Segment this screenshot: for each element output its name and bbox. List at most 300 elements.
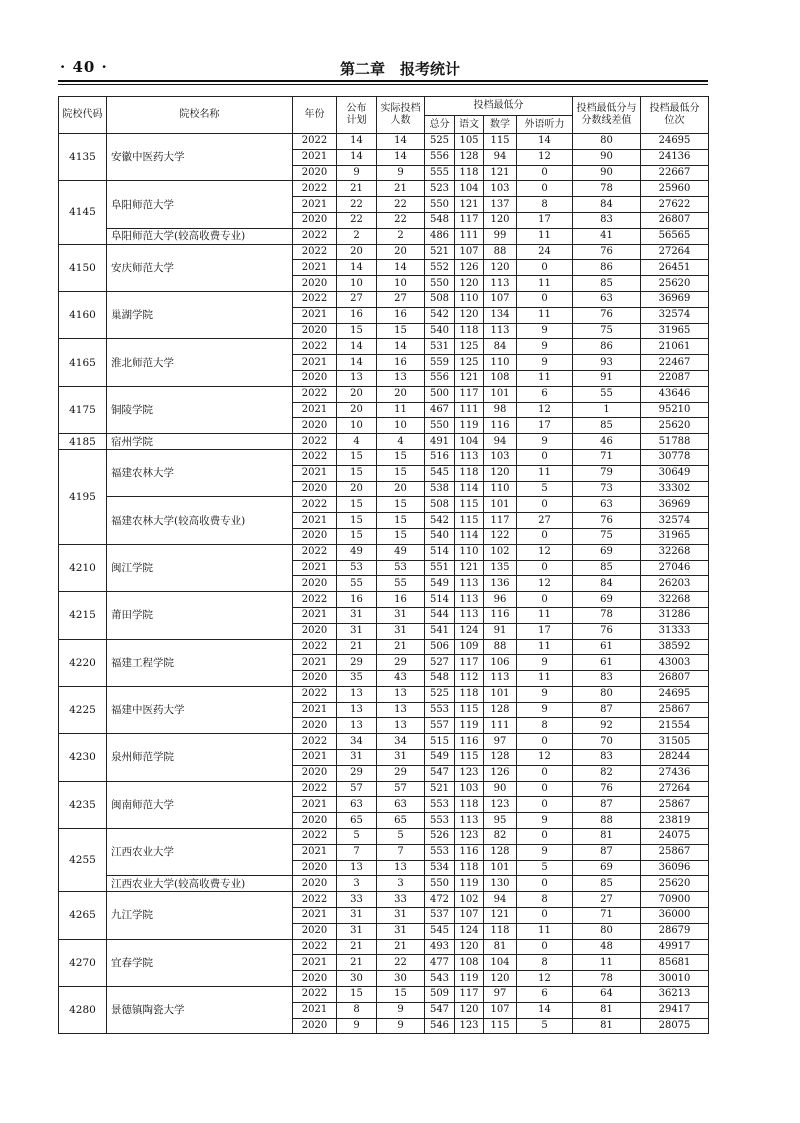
- diff-cell: 75: [573, 323, 641, 339]
- rank-cell: 31505: [641, 734, 709, 750]
- actual-cell: 20: [377, 386, 425, 402]
- total-cell: 540: [425, 323, 455, 339]
- diff-cell: 83: [573, 212, 641, 228]
- foreign-cell: 0: [517, 797, 573, 813]
- chinese-cell: 119: [455, 718, 484, 734]
- foreign-cell: 11: [517, 307, 573, 323]
- plan-cell: 20: [337, 481, 377, 497]
- rank-cell: 27264: [641, 781, 709, 797]
- math-cell: 120: [484, 212, 517, 228]
- foreign-cell: 11: [517, 671, 573, 687]
- total-cell: 546: [425, 1018, 455, 1034]
- rank-cell: 56565: [641, 228, 709, 244]
- plan-cell: 15: [337, 497, 377, 513]
- actual-cell: 15: [377, 323, 425, 339]
- chinese-cell: 118: [455, 860, 484, 876]
- year-cell: 2020: [293, 576, 337, 592]
- total-cell: 508: [425, 497, 455, 513]
- year-cell: 2022: [293, 434, 337, 450]
- diff-cell: 91: [573, 370, 641, 386]
- math-cell: 81: [484, 939, 517, 955]
- chinese-cell: 105: [455, 134, 484, 150]
- math-cell: 97: [484, 734, 517, 750]
- math-cell: 120: [484, 465, 517, 481]
- rank-cell: 23819: [641, 813, 709, 829]
- foreign-cell: 0: [517, 876, 573, 892]
- diff-cell: 93: [573, 355, 641, 371]
- total-cell: 500: [425, 386, 455, 402]
- total-cell: 548: [425, 212, 455, 228]
- year-cell: 2022: [293, 686, 337, 702]
- actual-cell: 22: [377, 212, 425, 228]
- actual-cell: 27: [377, 291, 425, 307]
- diff-cell: 73: [573, 481, 641, 497]
- plan-cell: 9: [337, 1018, 377, 1034]
- chinese-cell: 115: [455, 497, 484, 513]
- total-cell: 547: [425, 765, 455, 781]
- plan-cell: 14: [337, 260, 377, 276]
- math-cell: 130: [484, 876, 517, 892]
- foreign-cell: 17: [517, 212, 573, 228]
- total-cell: 542: [425, 513, 455, 529]
- plan-cell: 33: [337, 892, 377, 908]
- actual-cell: 31: [377, 908, 425, 924]
- school-code: 4135: [59, 134, 107, 181]
- plan-cell: 63: [337, 797, 377, 813]
- actual-cell: 31: [377, 623, 425, 639]
- chinese-cell: 117: [455, 987, 484, 1003]
- diff-cell: 90: [573, 149, 641, 165]
- school-name: 福建中医药大学: [107, 686, 293, 733]
- chinese-cell: 110: [455, 544, 484, 560]
- chinese-cell: 118: [455, 686, 484, 702]
- diff-cell: 82: [573, 765, 641, 781]
- actual-cell: 15: [377, 449, 425, 465]
- table-row: [59, 386, 709, 402]
- plan-cell: 15: [337, 513, 377, 529]
- total-cell: 557: [425, 718, 455, 734]
- table-row: [59, 497, 709, 513]
- rank-cell: 22087: [641, 370, 709, 386]
- total-cell: 493: [425, 939, 455, 955]
- foreign-cell: 5: [517, 481, 573, 497]
- math-cell: 88: [484, 244, 517, 260]
- foreign-cell: 0: [517, 291, 573, 307]
- plan-cell: 31: [337, 923, 377, 939]
- school-name: 淮北师范大学: [107, 339, 293, 386]
- chinese-cell: 110: [455, 291, 484, 307]
- chapter-title: 第二章 报考统计: [339, 60, 460, 78]
- school-code: 4160: [59, 291, 107, 338]
- year-cell: 2022: [293, 639, 337, 655]
- year-cell: 2022: [293, 181, 337, 197]
- diff-cell: 88: [573, 813, 641, 829]
- total-cell: 552: [425, 260, 455, 276]
- total-cell: 467: [425, 402, 455, 418]
- plan-cell: 29: [337, 655, 377, 671]
- diff-cell: 76: [573, 623, 641, 639]
- diff-cell: 79: [573, 465, 641, 481]
- school-name: 安庆师范大学: [107, 244, 293, 291]
- plan-cell: 13: [337, 702, 377, 718]
- year-cell: 2020: [293, 623, 337, 639]
- rank-cell: 31286: [641, 607, 709, 623]
- chinese-cell: 125: [455, 355, 484, 371]
- math-cell: 101: [484, 497, 517, 513]
- math-cell: 118: [484, 923, 517, 939]
- chinese-cell: 102: [455, 892, 484, 908]
- math-cell: 94: [484, 149, 517, 165]
- chinese-cell: 115: [455, 513, 484, 529]
- diff-cell: 11: [573, 955, 641, 971]
- diff-cell: 85: [573, 276, 641, 292]
- foreign-cell: 27: [517, 513, 573, 529]
- diff-cell: 81: [573, 1018, 641, 1034]
- chinese-cell: 114: [455, 528, 484, 544]
- actual-cell: 30: [377, 971, 425, 987]
- rank-cell: 30778: [641, 449, 709, 465]
- math-cell: 128: [484, 750, 517, 766]
- chinese-cell: 112: [455, 671, 484, 687]
- rank-cell: 27046: [641, 560, 709, 576]
- foreign-cell: 12: [517, 971, 573, 987]
- chinese-cell: 123: [455, 765, 484, 781]
- actual-cell: 15: [377, 528, 425, 544]
- chinese-cell: 113: [455, 576, 484, 592]
- total-cell: 531: [425, 339, 455, 355]
- plan-cell: 14: [337, 339, 377, 355]
- chinese-cell: 121: [455, 370, 484, 386]
- plan-cell: 8: [337, 1002, 377, 1018]
- school-code: 4195: [59, 449, 107, 544]
- total-cell: 541: [425, 623, 455, 639]
- foreign-cell: 0: [517, 449, 573, 465]
- actual-cell: 34: [377, 734, 425, 750]
- year-cell: 2021: [293, 260, 337, 276]
- col-math: 数学: [484, 116, 517, 134]
- actual-cell: 57: [377, 781, 425, 797]
- foreign-cell: 6: [517, 987, 573, 1003]
- math-cell: 120: [484, 260, 517, 276]
- chinese-cell: 111: [455, 402, 484, 418]
- actual-cell: 15: [377, 465, 425, 481]
- diff-cell: 87: [573, 844, 641, 860]
- chinese-cell: 113: [455, 592, 484, 608]
- math-cell: 115: [484, 134, 517, 150]
- rank-cell: 33302: [641, 481, 709, 497]
- school-name: 阜阳师范大学(较高收费专业): [107, 228, 293, 244]
- year-cell: 2020: [293, 671, 337, 687]
- col-total: 总分: [425, 116, 455, 134]
- page-number: · 40 ·: [60, 58, 108, 76]
- total-cell: 545: [425, 923, 455, 939]
- rank-cell: 27264: [641, 244, 709, 260]
- foreign-cell: 0: [517, 908, 573, 924]
- foreign-cell: 8: [517, 892, 573, 908]
- rank-cell: 28244: [641, 750, 709, 766]
- year-cell: 2021: [293, 908, 337, 924]
- school-code: 4165: [59, 339, 107, 386]
- school-name: 九江学院: [107, 892, 293, 939]
- year-cell: 2022: [293, 781, 337, 797]
- actual-cell: 4: [377, 434, 425, 450]
- table-row: [59, 892, 709, 908]
- actual-cell: 22: [377, 955, 425, 971]
- plan-cell: 13: [337, 860, 377, 876]
- col-year: 年份: [293, 97, 337, 134]
- plan-cell: 57: [337, 781, 377, 797]
- actual-cell: 20: [377, 481, 425, 497]
- year-cell: 2020: [293, 323, 337, 339]
- year-cell: 2021: [293, 307, 337, 323]
- foreign-cell: 0: [517, 497, 573, 513]
- year-cell: 2022: [293, 134, 337, 150]
- actual-cell: 9: [377, 1018, 425, 1034]
- plan-cell: 55: [337, 576, 377, 592]
- total-cell: 514: [425, 592, 455, 608]
- diff-cell: 63: [573, 497, 641, 513]
- foreign-cell: 9: [517, 655, 573, 671]
- chinese-cell: 121: [455, 197, 484, 213]
- foreign-cell: 11: [517, 370, 573, 386]
- school-code: 4145: [59, 181, 107, 244]
- total-cell: 486: [425, 228, 455, 244]
- year-cell: 2020: [293, 418, 337, 434]
- rank-cell: 43003: [641, 655, 709, 671]
- table-row: [59, 829, 709, 845]
- foreign-cell: 0: [517, 560, 573, 576]
- school-name: 宿州学院: [107, 434, 293, 450]
- year-cell: 2022: [293, 386, 337, 402]
- chinese-cell: 104: [455, 434, 484, 450]
- rank-cell: 27622: [641, 197, 709, 213]
- year-cell: 2021: [293, 402, 337, 418]
- chinese-cell: 103: [455, 781, 484, 797]
- foreign-cell: 9: [517, 339, 573, 355]
- diff-cell: 76: [573, 513, 641, 529]
- math-cell: 104: [484, 955, 517, 971]
- math-cell: 121: [484, 908, 517, 924]
- plan-cell: 20: [337, 244, 377, 260]
- school-code: 4185: [59, 434, 107, 450]
- rank-cell: 36096: [641, 860, 709, 876]
- rank-cell: 26807: [641, 671, 709, 687]
- chinese-cell: 116: [455, 734, 484, 750]
- school-code: 4215: [59, 592, 107, 639]
- total-cell: 506: [425, 639, 455, 655]
- actual-cell: 43: [377, 671, 425, 687]
- diff-cell: 90: [573, 165, 641, 181]
- table-row: [59, 639, 709, 655]
- chinese-cell: 107: [455, 244, 484, 260]
- year-cell: 2022: [293, 449, 337, 465]
- plan-cell: 13: [337, 686, 377, 702]
- total-cell: 553: [425, 844, 455, 860]
- table-row: [59, 544, 709, 560]
- table-row: [59, 686, 709, 702]
- rank-cell: 26451: [641, 260, 709, 276]
- actual-cell: 63: [377, 797, 425, 813]
- diff-cell: 86: [573, 339, 641, 355]
- foreign-cell: 0: [517, 181, 573, 197]
- school-code: 4225: [59, 686, 107, 733]
- math-cell: 116: [484, 607, 517, 623]
- rank-cell: 26203: [641, 576, 709, 592]
- total-cell: 550: [425, 197, 455, 213]
- year-cell: 2022: [293, 939, 337, 955]
- total-cell: 515: [425, 734, 455, 750]
- chinese-cell: 111: [455, 228, 484, 244]
- math-cell: 107: [484, 291, 517, 307]
- school-code: 4175: [59, 386, 107, 433]
- year-cell: 2020: [293, 528, 337, 544]
- rank-cell: 24075: [641, 829, 709, 845]
- table-row: [59, 939, 709, 955]
- plan-cell: 31: [337, 623, 377, 639]
- rank-cell: 25867: [641, 844, 709, 860]
- col-code: 院校代码: [59, 97, 107, 134]
- rank-cell: 28075: [641, 1018, 709, 1034]
- math-cell: 103: [484, 449, 517, 465]
- actual-cell: 29: [377, 655, 425, 671]
- diff-cell: 80: [573, 923, 641, 939]
- plan-cell: 35: [337, 671, 377, 687]
- actual-cell: 22: [377, 197, 425, 213]
- table-row: [59, 291, 709, 307]
- plan-cell: 65: [337, 813, 377, 829]
- actual-cell: 29: [377, 765, 425, 781]
- year-cell: 2022: [293, 228, 337, 244]
- foreign-cell: 11: [517, 465, 573, 481]
- diff-cell: 75: [573, 528, 641, 544]
- actual-cell: 7: [377, 844, 425, 860]
- chinese-cell: 123: [455, 829, 484, 845]
- foreign-cell: 0: [517, 592, 573, 608]
- actual-cell: 16: [377, 592, 425, 608]
- year-cell: 2021: [293, 149, 337, 165]
- rank-cell: 32574: [641, 513, 709, 529]
- actual-cell: 15: [377, 497, 425, 513]
- chinese-cell: 104: [455, 181, 484, 197]
- rank-cell: 25620: [641, 418, 709, 434]
- school-name: 闽南师范大学: [107, 781, 293, 828]
- plan-cell: 14: [337, 355, 377, 371]
- plan-cell: 21: [337, 181, 377, 197]
- year-cell: 2020: [293, 212, 337, 228]
- rank-cell: 95210: [641, 402, 709, 418]
- rank-cell: 32268: [641, 544, 709, 560]
- diff-cell: 70: [573, 734, 641, 750]
- foreign-cell: 24: [517, 244, 573, 260]
- total-cell: 556: [425, 370, 455, 386]
- total-cell: 551: [425, 560, 455, 576]
- rank-cell: 21061: [641, 339, 709, 355]
- actual-cell: 13: [377, 370, 425, 386]
- plan-cell: 21: [337, 639, 377, 655]
- plan-cell: 10: [337, 418, 377, 434]
- school-name: 江西农业大学(较高收费专业): [107, 876, 293, 892]
- year-cell: 2022: [293, 892, 337, 908]
- actual-cell: 9: [377, 1002, 425, 1018]
- plan-cell: 5: [337, 829, 377, 845]
- chinese-cell: 119: [455, 876, 484, 892]
- total-cell: 514: [425, 544, 455, 560]
- rank-cell: 25620: [641, 276, 709, 292]
- school-code: 4230: [59, 734, 107, 781]
- math-cell: 101: [484, 860, 517, 876]
- chinese-cell: 126: [455, 260, 484, 276]
- diff-cell: 61: [573, 655, 641, 671]
- table-row: [59, 734, 709, 750]
- math-cell: 94: [484, 892, 517, 908]
- diff-cell: 76: [573, 244, 641, 260]
- year-cell: 2022: [293, 544, 337, 560]
- rank-cell: 36969: [641, 291, 709, 307]
- school-code: 4210: [59, 544, 107, 591]
- rank-cell: 25867: [641, 702, 709, 718]
- school-name: 巢湖学院: [107, 291, 293, 338]
- plan-cell: 13: [337, 718, 377, 734]
- math-cell: 113: [484, 276, 517, 292]
- year-cell: 2022: [293, 497, 337, 513]
- math-cell: 135: [484, 560, 517, 576]
- plan-cell: 16: [337, 307, 377, 323]
- chinese-cell: 117: [455, 212, 484, 228]
- rank-cell: 30010: [641, 971, 709, 987]
- total-cell: 549: [425, 750, 455, 766]
- total-cell: 509: [425, 987, 455, 1003]
- year-cell: 2020: [293, 370, 337, 386]
- diff-cell: 86: [573, 260, 641, 276]
- rank-cell: 25620: [641, 876, 709, 892]
- actual-cell: 13: [377, 686, 425, 702]
- total-cell: 556: [425, 149, 455, 165]
- rank-cell: 85681: [641, 955, 709, 971]
- plan-cell: 21: [337, 955, 377, 971]
- math-cell: 122: [484, 528, 517, 544]
- total-cell: 549: [425, 576, 455, 592]
- diff-cell: 78: [573, 971, 641, 987]
- actual-cell: 9: [377, 165, 425, 181]
- diff-cell: 92: [573, 718, 641, 734]
- diff-cell: 80: [573, 134, 641, 150]
- foreign-cell: 11: [517, 923, 573, 939]
- actual-cell: 15: [377, 513, 425, 529]
- foreign-cell: 0: [517, 165, 573, 181]
- chinese-cell: 124: [455, 623, 484, 639]
- diff-cell: 61: [573, 639, 641, 655]
- year-cell: 2021: [293, 560, 337, 576]
- plan-cell: 20: [337, 402, 377, 418]
- year-cell: 2020: [293, 813, 337, 829]
- year-cell: 2021: [293, 702, 337, 718]
- math-cell: 137: [484, 197, 517, 213]
- rank-cell: 43646: [641, 386, 709, 402]
- school-name: 安徽中医药大学: [107, 134, 293, 181]
- year-cell: 2022: [293, 829, 337, 845]
- year-cell: 2021: [293, 655, 337, 671]
- table-row: [59, 181, 709, 197]
- school-code: 4235: [59, 781, 107, 828]
- table-row: [59, 244, 709, 260]
- foreign-cell: 12: [517, 750, 573, 766]
- actual-cell: 31: [377, 923, 425, 939]
- math-cell: 94: [484, 434, 517, 450]
- total-cell: 516: [425, 449, 455, 465]
- rank-cell: 38592: [641, 639, 709, 655]
- foreign-cell: 11: [517, 276, 573, 292]
- diff-cell: 78: [573, 607, 641, 623]
